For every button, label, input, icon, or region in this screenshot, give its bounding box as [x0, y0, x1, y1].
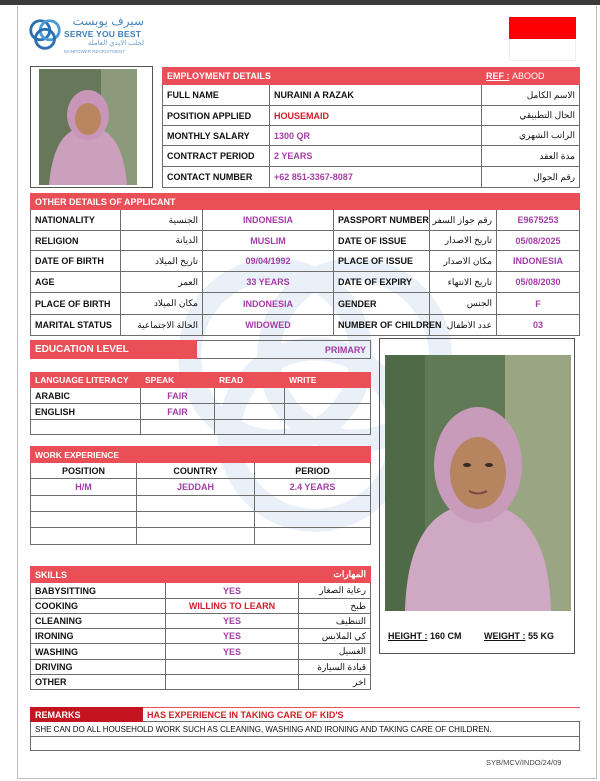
skill-arabic: التنظيف [299, 614, 371, 629]
education-label: EDUCATION LEVEL [31, 341, 197, 359]
other-details-row [31, 210, 580, 231]
detail-label: PLACE OF BIRTH [31, 293, 121, 315]
language-name: ARABIC [31, 388, 141, 404]
language-row [31, 420, 371, 435]
detail-value: INDONESIA [203, 293, 334, 315]
detail-label: DATE OF EXPIRY [334, 272, 430, 293]
language-header: LANGUAGE LITERACY [31, 373, 141, 388]
skill-arabic: طبخ [299, 599, 371, 614]
detail-value: MUSLIM [203, 231, 334, 251]
language-read [215, 404, 285, 420]
applicant-portrait-icon [39, 69, 137, 185]
employment-row [163, 85, 580, 106]
detail-label: PLACE OF ISSUE [334, 251, 430, 272]
skill-row [31, 599, 371, 614]
skill-row [31, 644, 371, 660]
employment-label: POSITION APPLIED [163, 106, 270, 126]
work-col-position: POSITION [31, 463, 137, 479]
detail-arabic: تاريخ الاصدار [430, 231, 497, 251]
detail-arabic: مكان الميلاد [121, 293, 203, 315]
logo-arabic-sub: لجلب الايدي العاملة [87, 40, 144, 47]
employment-value: 2 YEARS [270, 146, 482, 167]
skill-value: WILLING TO LEARN [166, 599, 299, 614]
skill-label: WASHING [31, 644, 166, 660]
employment-arabic: رقم الجوال [482, 167, 580, 188]
detail-label: NUMBER OF CHILDREN [334, 315, 430, 336]
skill-row [31, 660, 371, 675]
photo-small-frame [30, 66, 153, 188]
employment-arabic: مدة العقد [482, 146, 580, 167]
logo-tagline: MANPOWER RECRUITMENT [64, 49, 125, 54]
language-write [285, 404, 371, 420]
logo-name: SERVE YOU BEST [64, 29, 142, 39]
height-label: HEIGHT : [388, 631, 428, 641]
employment-label: MONTHLY SALARY [163, 126, 270, 146]
detail-label: DATE OF BIRTH [31, 251, 121, 272]
detail-arabic: الحالة الاجتماعية [121, 315, 203, 336]
employment-value: HOUSEMAID [270, 106, 482, 126]
skill-value [166, 660, 299, 675]
detail-value: 05/08/2030 [497, 272, 580, 293]
skill-row [31, 614, 371, 629]
language-row [31, 404, 371, 420]
employment-table [162, 67, 580, 188]
work-experience-table [30, 446, 371, 545]
employment-label: CONTACT NUMBER [163, 167, 270, 188]
detail-label: AGE [31, 272, 121, 293]
skill-value [166, 675, 299, 690]
language-speak: FAIR [141, 404, 215, 420]
employment-value: +62 851-3367-8087 [270, 167, 482, 188]
applicant-portrait-large-icon [385, 355, 571, 611]
detail-label: PASSPORT NUMBER [334, 210, 430, 231]
detail-value: 33 YEARS [203, 272, 334, 293]
skill-value: YES [166, 629, 299, 644]
detail-arabic: الجنسية [121, 210, 203, 231]
top-bar [0, 0, 600, 5]
skill-row [31, 583, 371, 599]
skill-label: CLEANING [31, 614, 166, 629]
language-name: ENGLISH [31, 404, 141, 420]
remarks-label: REMARKS [31, 708, 143, 722]
detail-value: 09/04/1992 [203, 251, 334, 272]
detail-label: DATE OF ISSUE [334, 231, 430, 251]
detail-value: WIDOWED [203, 315, 334, 336]
language-header-speak: SPEAK [141, 373, 215, 388]
other-details-row [31, 231, 580, 251]
detail-arabic: الجنس [430, 293, 497, 315]
detail-arabic: رقم جواز السفر [430, 210, 497, 231]
skill-label: IRONING [31, 629, 166, 644]
ref-cell [482, 68, 580, 85]
detail-value: INDONESIA [203, 210, 334, 231]
detail-value: E9675253 [497, 210, 580, 231]
language-write [285, 388, 371, 404]
applicant-photo-small [39, 69, 137, 185]
language-header-write: WRITE [285, 373, 371, 388]
employment-arabic: الحال التطبيقي [482, 106, 580, 126]
detail-label: MARITAL STATUS [31, 315, 121, 336]
photo-large-frame [379, 338, 575, 654]
work-period: 2.4 YEARS [255, 479, 371, 496]
work-row [31, 479, 371, 496]
other-details-header-right [334, 194, 580, 210]
skill-arabic: رعاية الصغار [299, 583, 371, 599]
other-details-row [31, 272, 580, 293]
remarks-text: SHE CAN DO ALL HOUSEHOLD WORK SUCH AS CLEANING, WASHING AND IRONING AND TAKING CARE OF CHILDREN. [31, 722, 580, 737]
flag-white-stripe [509, 39, 576, 61]
height-value: 160 CM [430, 631, 462, 641]
language-row [31, 388, 371, 404]
skill-label: DRIVING [31, 660, 166, 675]
detail-arabic: الديانة [121, 231, 203, 251]
weight-value: 55 KG [528, 631, 555, 641]
work-col-country: COUNTRY [137, 463, 255, 479]
work-country: JEDDAH [137, 479, 255, 496]
detail-value: F [497, 293, 580, 315]
language-header-read: READ [215, 373, 285, 388]
work-experience-header: WORK EXPERIENCE [31, 447, 255, 463]
detail-label: RELIGION [31, 231, 121, 251]
skill-arabic: كي الملابس [299, 629, 371, 644]
detail-label: NATIONALITY [31, 210, 121, 231]
employment-row [163, 126, 580, 146]
employment-row [163, 146, 580, 167]
logo-arabic: سيرف يوبست [72, 14, 144, 28]
detail-value: INDONESIA [497, 251, 580, 272]
other-details-row [31, 251, 580, 272]
logo-rings-icon [26, 16, 64, 54]
weight-label: WEIGHT : [484, 631, 526, 641]
skills-header-arabic: المهارات [299, 567, 371, 583]
skill-arabic: اخر [299, 675, 371, 690]
language-table [30, 372, 371, 435]
company-logo [26, 14, 146, 60]
other-details-header: OTHER DETAILS OF APPLICANT [31, 194, 334, 210]
skill-label: OTHER [31, 675, 166, 690]
skill-value: YES [166, 644, 299, 660]
skill-value: YES [166, 614, 299, 629]
other-details-row [31, 315, 580, 336]
detail-arabic: العمر [121, 272, 203, 293]
detail-arabic: تاريخ الانتهاء [430, 272, 497, 293]
employment-arabic: الاسم الكامل [482, 85, 580, 106]
skill-label: BABYSITTING [31, 583, 166, 599]
language-speak: FAIR [141, 388, 215, 404]
language-read [215, 388, 285, 404]
ref-label: REF : [486, 71, 510, 81]
skill-row [31, 675, 371, 690]
detail-value: 05/08/2025 [497, 231, 580, 251]
skills-table [30, 566, 371, 690]
employment-row [163, 106, 580, 126]
employment-value: NURAINI A RAZAK [270, 85, 482, 106]
flag-red-stripe [509, 17, 576, 39]
skills-header: SKILLS [31, 567, 299, 583]
remarks-headline: HAS EXPERIENCE IN TAKING CARE OF KID'S [143, 708, 580, 722]
footer-code: SYB/MCV/INDO/24/09 [486, 758, 562, 767]
other-details-row [31, 293, 580, 315]
employment-value: 1300 QR [270, 126, 482, 146]
employment-row [163, 167, 580, 188]
detail-label: GENDER [334, 293, 430, 315]
skill-label: COOKING [31, 599, 166, 614]
applicant-photo-large [385, 355, 571, 611]
employment-label: CONTRACT PERIOD [163, 146, 270, 167]
education-value: PRIMARY [197, 341, 371, 359]
weight-measurement [484, 631, 554, 641]
skill-arabic: قيادة السيارة [299, 660, 371, 675]
work-experience-header-right [255, 447, 371, 463]
skill-arabic: الغسيل [299, 644, 371, 660]
height-measurement [388, 631, 462, 641]
detail-arabic: مكان الاصدار [430, 251, 497, 272]
detail-arabic: تاريخ الميلاد [121, 251, 203, 272]
education-table [30, 340, 371, 359]
remarks-table [30, 707, 580, 751]
employment-arabic: الراتب الشهري [482, 126, 580, 146]
other-details-table [30, 193, 580, 336]
skill-row [31, 629, 371, 644]
work-col-period: PERIOD [255, 463, 371, 479]
detail-arabic: عدد الاطفال [430, 315, 497, 336]
ref-value: ABOOD [512, 71, 545, 81]
detail-value: 03 [497, 315, 580, 336]
skill-value: YES [166, 583, 299, 599]
employment-header: EMPLOYMENT DETAILS [163, 68, 482, 85]
work-position: H/M [31, 479, 137, 496]
employment-label: FULL NAME [163, 85, 270, 106]
